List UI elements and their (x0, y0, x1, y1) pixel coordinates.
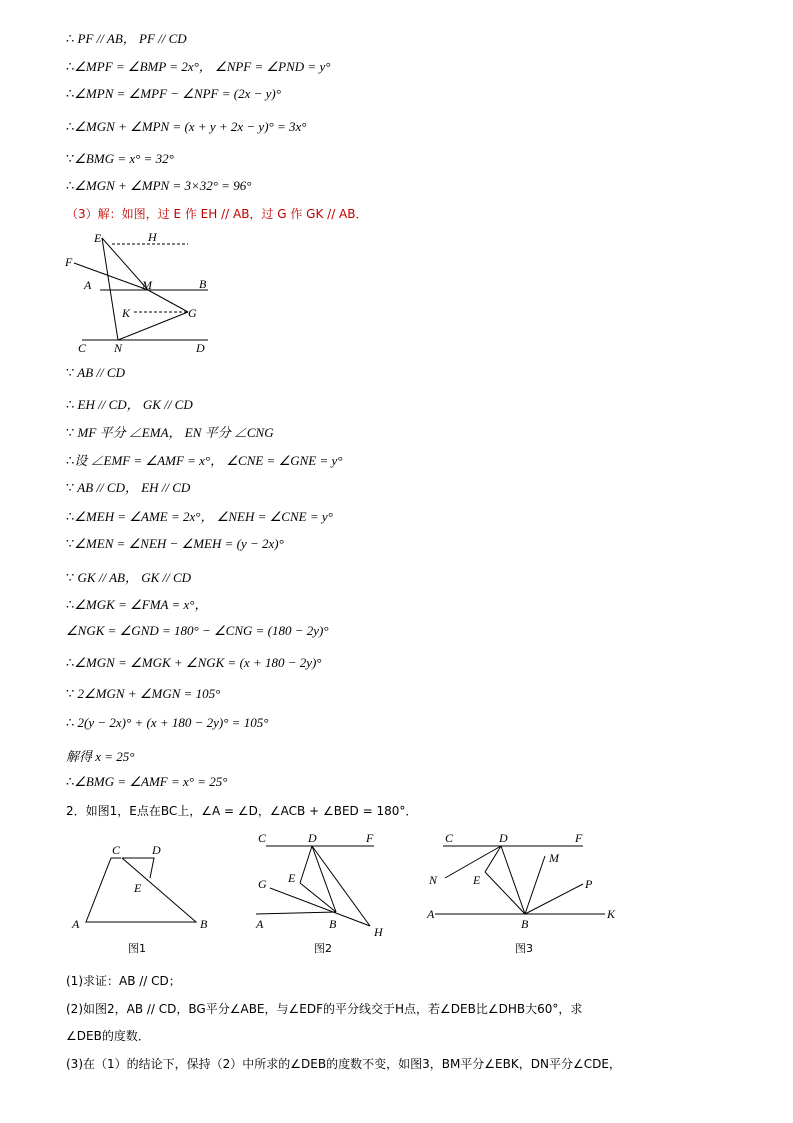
step-text: ∠MEN = ∠NEH − ∠MEH = (y − 2x)° (74, 536, 284, 551)
step2-11 (66, 655, 322, 671)
label-E: E (94, 231, 102, 245)
step2-13 (66, 715, 268, 731)
label-A: A (427, 907, 435, 921)
problem2-stem: 2．如图1，E点在BC上，∠A = ∠D，∠ACB + ∠BED = 180°． (66, 804, 418, 818)
step-text: ∠MPN = ∠MPF − ∠NPF = (2x − y)° (74, 86, 281, 101)
question-1: (1)求证：AB // CD； (66, 974, 181, 988)
question-2b: ∠DEB的度数． (66, 1029, 150, 1043)
step-text: ∠MGN + ∠MPN = 3×32° = 96° (74, 178, 252, 193)
label-C: C (78, 341, 87, 355)
symbol: ∴ (66, 453, 75, 468)
symbol: ∵ (66, 480, 75, 495)
step-text: ∠BMG = x° = 32° (74, 151, 174, 166)
step-text: ∠MGN = ∠MGK + ∠NGK = (x + 180 − 2y)° (74, 655, 322, 670)
symbol: ∴ (66, 774, 75, 789)
symbol: ∴ (66, 597, 75, 612)
step-6 (66, 178, 251, 194)
label-D: D (152, 843, 161, 857)
step-text: AB // CD， EH // CD (74, 480, 191, 495)
label-G: G (258, 877, 267, 891)
label-A: A (84, 278, 92, 292)
label-D: D (499, 831, 508, 845)
step2-5 (66, 477, 190, 496)
step-1 (66, 28, 187, 47)
step-text: ∠MGK = ∠FMA = x°， (74, 597, 208, 612)
symbol: ∵ (66, 686, 75, 701)
step-4 (66, 119, 306, 135)
label-F: F (65, 255, 73, 269)
symbol: ∵ (66, 570, 75, 585)
symbol: ∴ (66, 178, 75, 193)
label-N: N (114, 341, 123, 355)
label-K: K (122, 306, 131, 320)
label-F: F (575, 831, 583, 845)
step-text: 2∠MGN + ∠MGN = 105° (74, 686, 221, 701)
step2-7 (66, 536, 284, 552)
label-M: M (142, 278, 152, 292)
step2-15 (66, 774, 227, 790)
step-text: PF // AB， PF // CD (74, 31, 187, 46)
label-E: E (134, 881, 142, 895)
step2-3 (66, 422, 274, 441)
label-C: C (258, 831, 267, 845)
figure-3 (425, 828, 625, 960)
symbol: ∵ (66, 151, 75, 166)
step2-12 (66, 686, 220, 702)
step-text: GK // AB， GK // CD (74, 570, 192, 585)
symbol: ∵ (66, 365, 75, 380)
label-M: M (549, 851, 559, 865)
step-text: EH // CD， GK // CD (74, 397, 193, 412)
step-text: 解得 x = 25° (66, 749, 135, 764)
step-2 (66, 56, 330, 75)
figure-1 (66, 830, 216, 960)
step-text: 设 ∠EMF = ∠AMF = x°， ∠CNE = ∠GNE = y° (74, 453, 343, 468)
symbol: ∴ (66, 59, 75, 74)
step2-1 (66, 365, 125, 381)
label-D: D (196, 341, 205, 355)
label-H: H (148, 230, 157, 244)
step2-14 (66, 746, 135, 765)
caption-fig2: 图2 (314, 942, 332, 955)
label-F: F (366, 831, 374, 845)
label-B: B (200, 917, 208, 931)
label-C: C (445, 831, 454, 845)
label-C: C (112, 843, 121, 857)
label-N: N (429, 873, 438, 887)
step2-6 (66, 506, 333, 525)
symbol: ∵ (66, 425, 75, 440)
step-text: ∠NGK = ∠GND = 180° − ∠CNG = (180 − 2y)° (66, 623, 329, 638)
label-E: E (288, 871, 296, 885)
label-E: E (473, 873, 481, 887)
step2-10 (66, 623, 329, 639)
symbol: ∴ (66, 509, 75, 524)
step2-4 (66, 450, 342, 469)
symbol: ∵ (66, 536, 75, 551)
step-text: ∠BMG = ∠AMF = x° = 25° (74, 774, 228, 789)
step-3 (66, 86, 281, 102)
symbol: ∴ (66, 86, 75, 101)
symbol: ∴ (66, 119, 75, 134)
step-text: MF 平分 ∠EMA， EN 平分 ∠CNG (74, 425, 274, 440)
step2-9 (66, 594, 207, 613)
symbol: ∴ (66, 31, 75, 46)
label-B: B (329, 917, 337, 931)
label-G: G (188, 306, 197, 320)
symbol: ∴ (66, 655, 75, 670)
figure-part3 (60, 228, 220, 356)
step2-8 (66, 567, 191, 586)
label-A: A (256, 917, 264, 931)
label-B: B (521, 917, 529, 931)
label-K: K (607, 907, 616, 921)
label-A: A (72, 917, 80, 931)
part3-heading: （3）解：如图，过 E 作 EH // AB，过 G 作 GK // AB． (66, 207, 368, 221)
step-text: AB // CD (74, 365, 125, 380)
caption-fig3: 图3 (515, 942, 533, 955)
figure-2 (252, 828, 392, 960)
symbol: ∴ (66, 715, 75, 730)
step-text: ∠MEH = ∠AME = 2x°， ∠NEH = ∠CNE = y° (74, 509, 333, 524)
step2-2 (66, 394, 193, 413)
label-H: H (374, 925, 383, 939)
step-text: 2(y − 2x)° + (x + 180 − 2y)° = 105° (74, 715, 269, 730)
label-D: D (308, 831, 317, 845)
label-B: B (199, 277, 207, 291)
step-5 (66, 151, 174, 167)
symbol: ∴ (66, 397, 75, 412)
label-P: P (585, 877, 593, 891)
caption-fig1: 图1 (128, 942, 146, 955)
question-3: (3)在（1）的结论下，保持（2）中所求的∠DEB的度数不变，如图3，BM平分∠EBK，DN平分∠CDE， (66, 1057, 621, 1071)
step-text: ∠MPF = ∠BMP = 2x°， ∠NPF = ∠PND = y° (74, 59, 331, 74)
step-text: ∠MGN + ∠MPN = (x + y + 2x − y)° = 3x° (74, 119, 307, 134)
question-2a: (2)如图2，AB // CD，BG平分∠ABE，与∠EDF的平分线交于H点，若∠DEB比∠DHB大60°，求 (66, 1002, 583, 1016)
